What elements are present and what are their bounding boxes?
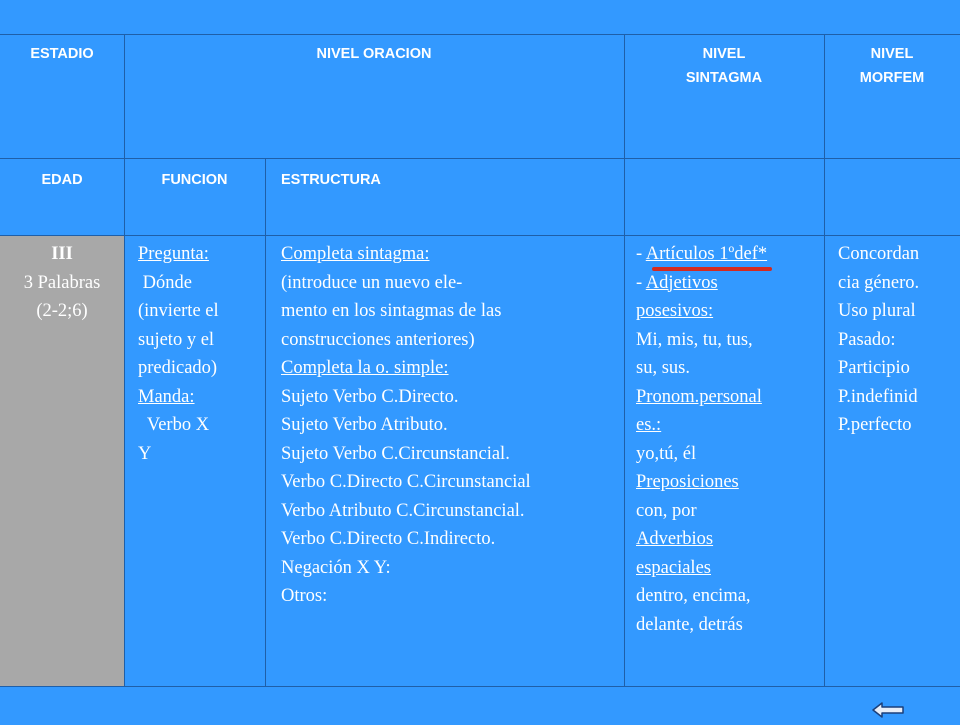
sintagma-line-prefix: - — [636, 272, 646, 293]
header-funcion: FUNCION — [161, 172, 228, 188]
morfem-line: cia género. — [838, 272, 920, 293]
red-underline-mark — [652, 267, 772, 271]
sintagma-line-text: Adjetivos — [645, 272, 718, 293]
sintagma-line — [636, 240, 767, 269]
table-row-divider — [0, 235, 960, 236]
sintagma-line — [636, 611, 767, 640]
funcion-line: predicado) — [138, 358, 218, 378]
header-estructura: ESTRUCTURA — [281, 172, 381, 188]
sintagma-line — [636, 354, 767, 383]
morfem-line: Participio — [838, 358, 910, 378]
table-row-divider — [0, 158, 960, 159]
header-estadio: ESTADIO — [30, 46, 94, 62]
estructura-line: Otros: — [281, 586, 328, 606]
table-column-divider — [824, 34, 825, 687]
sintagma-line-text: posesivos: — [636, 301, 714, 321]
estructura-line: Negación X Y: — [281, 557, 391, 578]
table-bottom-border — [0, 686, 960, 687]
funcion-line: Pregunta: — [138, 244, 209, 264]
sintagma-line-prefix: - — [636, 244, 646, 264]
sintagma-line — [636, 497, 767, 526]
estructura-line: Verbo C.Directo C.Indirecto. — [281, 529, 496, 549]
back-arrow-icon — [872, 700, 906, 720]
sintagma-line-text: dentro, encima, — [636, 586, 751, 606]
sintagma-line — [636, 269, 767, 298]
sintagma-line-text: espaciales — [636, 557, 711, 578]
sintagma-line — [636, 383, 767, 412]
sintagma-line — [636, 440, 767, 469]
sintagma-line — [636, 326, 767, 355]
estructura-line: (introduce un nuevo ele- — [281, 272, 463, 293]
sintagma-line-text: Mi, mis, tu, tus, — [636, 329, 753, 350]
sintagma-line — [636, 554, 767, 583]
morfem-column — [838, 240, 919, 440]
morfem-line: Concordan — [838, 244, 920, 264]
header-nivel-morfem-line: NIVEL — [870, 46, 914, 62]
sintagma-line — [636, 411, 767, 440]
sintagma-line-text: con, por — [636, 500, 697, 521]
sintagma-line — [636, 582, 767, 611]
morfem-line: Pasado: — [838, 329, 896, 350]
header-nivel-morfem-line: MORFEM — [859, 70, 925, 86]
stage-numeral: III — [51, 244, 73, 264]
morfem-line: Uso plural — [838, 301, 916, 321]
funcion-line: Dónde — [138, 272, 192, 293]
stage-cell — [0, 236, 124, 686]
header-nivel-morfem — [824, 42, 960, 90]
estructura-column — [281, 240, 531, 611]
sintagma-line — [636, 525, 767, 554]
sintagma-line-text: Preposiciones — [636, 472, 739, 492]
funcion-line: Manda: — [138, 386, 195, 407]
sintagma-line — [636, 297, 767, 326]
estructura-line: Sujeto Verbo C.Directo. — [281, 386, 459, 407]
stage-words: 3 Palabras — [23, 272, 101, 293]
estructura-line: Completa sintagma: — [281, 244, 430, 264]
estructura-line: Sujeto Verbo C.Circunstancial. — [281, 443, 510, 464]
funcion-line: (invierte el — [138, 301, 219, 321]
estructura-line: Verbo C.Directo C.Circunstancial — [281, 472, 531, 492]
back-button[interactable] — [872, 700, 906, 720]
header-nivel-sintagma-line: SINTAGMA — [685, 70, 763, 86]
sintagma-line-text: Pronom.personal — [636, 386, 762, 407]
sintagma-line-text: su, sus. — [636, 358, 690, 378]
sintagma-line-text: es.: — [636, 415, 662, 435]
funcion-line: Y — [138, 443, 152, 464]
table-column-divider — [265, 158, 266, 687]
table-column-divider — [124, 34, 125, 687]
funcion-line: sujeto y el — [138, 329, 215, 350]
estructura-line: Verbo Atributo C.Circunstancial. — [281, 500, 525, 521]
header-nivel-sintagma — [624, 42, 824, 90]
estructura-line: Completa la o. simple: — [281, 358, 449, 378]
funcion-column — [138, 240, 219, 468]
funcion-line: Verbo X — [138, 415, 210, 435]
sintagma-column — [636, 240, 767, 639]
stage-age: (2-2;6) — [36, 301, 88, 321]
sintagma-line-text: delante, detrás — [636, 614, 743, 635]
header-nivel-oracion: NIVEL ORACION — [316, 46, 432, 62]
table-top-border — [0, 34, 960, 35]
estructura-line: Sujeto Verbo Atributo. — [281, 415, 448, 435]
estructura-line: construcciones anteriores) — [281, 329, 475, 350]
sintagma-line-text: yo,tú, él — [636, 443, 697, 464]
morfem-line: P.indefinid — [838, 386, 918, 407]
estructura-line: mento en los sintagmas de las — [281, 301, 502, 321]
header-edad: EDAD — [41, 172, 83, 188]
sintagma-line-text: Adverbios — [636, 529, 714, 549]
morfem-line: P.perfecto — [838, 415, 912, 435]
sintagma-line — [636, 468, 767, 497]
sintagma-line-text: Artículos 1ºdef* — [645, 244, 768, 264]
header-nivel-sintagma-line: NIVEL — [702, 46, 746, 62]
table-column-divider — [624, 34, 625, 687]
